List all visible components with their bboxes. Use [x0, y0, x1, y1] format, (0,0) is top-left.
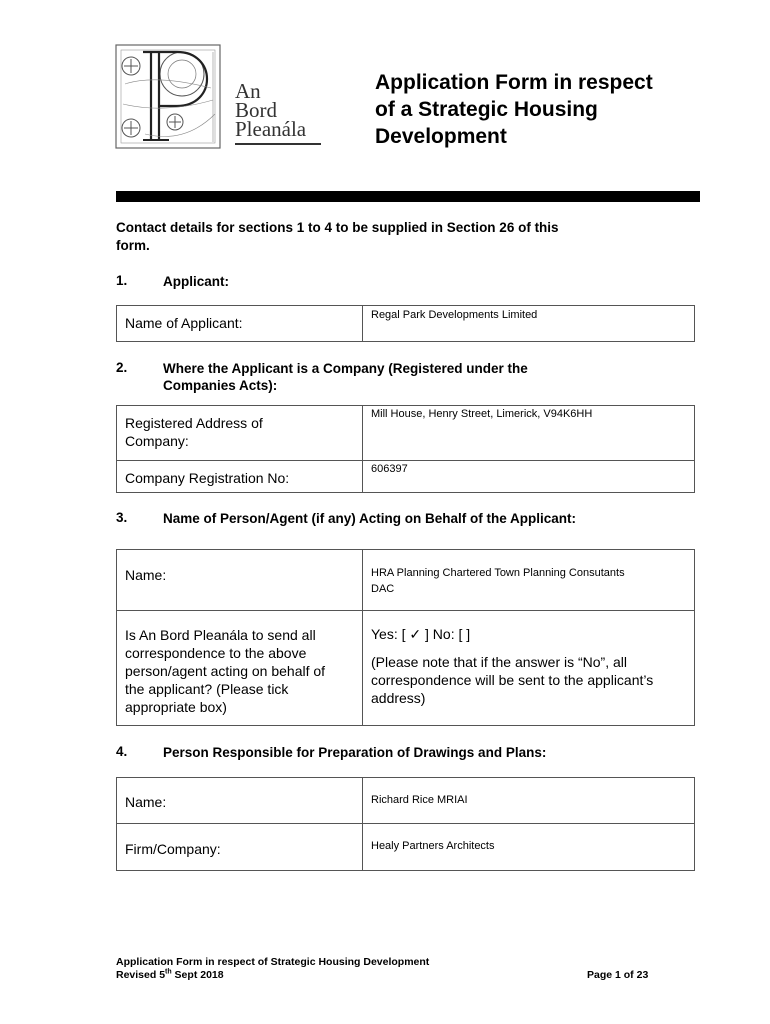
correspondence-question-line-3: person/agent acting on behalf of: [125, 663, 326, 679]
company-table: [116, 405, 695, 493]
registration-number-field[interactable]: 606397: [371, 463, 408, 475]
section-2-title-line-1: Where the Applicant is a Company (Registered under the: [163, 361, 528, 376]
firm-company-field[interactable]: Healy Partners Architects: [371, 840, 495, 852]
footer-revised-sup: th: [165, 968, 172, 976]
correspondence-note-line-2: correspondence will be sent to the applicant’s: [371, 672, 654, 688]
table-row: [117, 306, 695, 342]
intro-text: [116, 219, 676, 255]
title-line-3: Development: [375, 125, 507, 148]
logo-emblem-icon: [115, 44, 223, 150]
applicant-name-field[interactable]: Regal Park Developments Limited: [371, 309, 538, 321]
logo-word-an: An: [235, 79, 261, 103]
preparer-name-label: Name:: [125, 794, 167, 810]
page-title: [375, 69, 705, 150]
agent-name-line-2: DAC: [371, 583, 395, 595]
agent-name-line-1: HRA Planning Chartered Town Planning Consutants: [371, 567, 625, 579]
section-2-title-line-2: Companies Acts):: [163, 378, 278, 393]
correspondence-question-line-5: appropriate box): [125, 699, 227, 715]
title-line-1: Application Form in respect: [375, 71, 653, 94]
yes-no-checkboxes[interactable]: Yes: [ ✓ ] No: [ ]: [371, 626, 471, 642]
page-number: Page 1 of 23: [587, 969, 649, 981]
logo-word-pleanala: Pleanála: [235, 117, 307, 141]
correspondence-question-line-2: correspondence to the above: [125, 645, 307, 661]
section-2-number: 2.: [116, 360, 128, 375]
registered-address-label-line-2: Company:: [125, 433, 189, 449]
registered-address-field[interactable]: Mill House, Henry Street, Limerick, V94K6HH: [371, 408, 593, 420]
footer-revision: [116, 969, 416, 981]
registered-address-label-line-1: Registered Address of: [125, 415, 263, 431]
logo-underline: [235, 143, 321, 145]
table-row: [117, 461, 695, 493]
table-row: [117, 611, 695, 726]
section-2-title: [163, 360, 643, 394]
table-row: [117, 406, 695, 461]
an-bord-pleanala-logo: [115, 44, 325, 150]
correspondence-note-line-1: (Please note that if the answer is “No”, all: [371, 654, 628, 670]
footer-revised-prefix: Revised 5: [116, 969, 166, 981]
footer-revised-suffix: Sept 2018: [171, 969, 224, 981]
title-line-2: of a Strategic Housing: [375, 98, 598, 121]
agent-table: [116, 549, 695, 726]
applicant-name-label: Name of Applicant:: [125, 315, 243, 331]
applicant-table: [116, 305, 695, 342]
intro-line-2: form.: [116, 238, 150, 253]
footer-document-title: Application Form in respect of Strategic Housing Development: [116, 956, 430, 968]
section-3-number: 3.: [116, 510, 128, 525]
intro-line-1: Contact details for sections 1 to 4 to be supplied in Section 26 of this: [116, 220, 559, 235]
correspondence-note-line-3: address): [371, 690, 426, 706]
table-row: [117, 550, 695, 611]
table-row: [117, 778, 695, 824]
header-divider: [116, 191, 700, 202]
correspondence-question-line-1: Is An Bord Pleanála to send all: [125, 627, 316, 643]
drawings-table: [116, 777, 695, 871]
registration-number-label: Company Registration No:: [125, 470, 290, 486]
agent-name-field[interactable]: [371, 550, 694, 597]
logo-word-bord: Bord: [235, 98, 277, 122]
correspondence-answer: [371, 611, 694, 707]
registered-address-label: [125, 406, 362, 450]
preparer-name-field[interactable]: Richard Rice MRIAI: [371, 794, 468, 806]
section-3-title: Name of Person/Agent (if any) Acting on Behalf of the Applicant:: [163, 511, 577, 526]
section-1-title: Applicant:: [163, 274, 229, 289]
correspondence-question-line-4: the applicant? (Please tick: [125, 681, 289, 697]
section-4-title: Person Responsible for Preparation of Drawings and Plans:: [163, 745, 547, 760]
firm-company-label: Firm/Company:: [125, 841, 221, 857]
table-row: [117, 824, 695, 871]
agent-name-label: Name:: [125, 567, 167, 583]
section-1-number: 1.: [116, 273, 128, 288]
section-4-number: 4.: [116, 744, 128, 759]
correspondence-question: [125, 611, 362, 716]
